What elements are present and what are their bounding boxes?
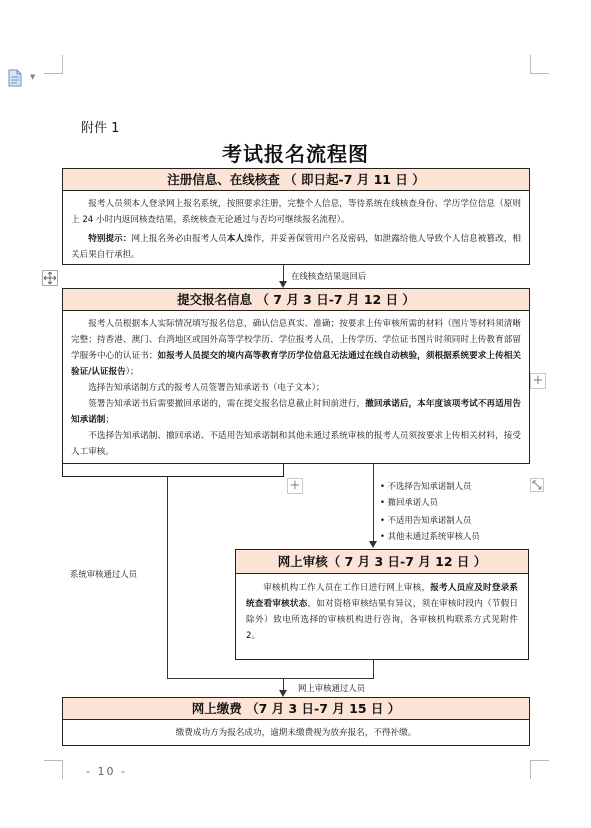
step-submit-promise-text: 选择告知承诺制方式的报考人员签署告知承诺书（电子文本）； — [88, 383, 325, 393]
step-register-box — [62, 168, 530, 265]
connector-label-review-pass: 网上审核通过人员 — [298, 683, 365, 693]
step-submit-manual-text: 不选择告知承诺制、撤回承诺、不适用告知承诺制和其他未通过系统审核的报考人员须按要求上传相关材料，接受人工审核。 — [71, 431, 521, 457]
table-bottom-row — [62, 463, 284, 477]
crop-mark — [530, 760, 549, 779]
move-handle-icon[interactable] — [42, 270, 58, 286]
chevron-down-icon[interactable]: ▼ — [30, 73, 36, 81]
add-column-button[interactable]: + — [530, 373, 546, 389]
step-payment-text: 缴费成功方为报名成功，逾期未缴费视为放弃报名，不得补缴。 — [175, 728, 417, 738]
connector-line — [373, 464, 374, 542]
step-review-text: 审核机构工作人员在工作日进行网上审核，报考人员应及时登录系统查看审核状态，如对资格审核结果有异议，须在审核时段内（节假日除外）致电所选择的审核机构进行咨询，各审核机构联系方式见附件 2。 — [246, 583, 518, 641]
attachment-label: 附件 1 — [81, 121, 120, 136]
step-register-text: 报考人员须本人登录网上报名系统，按照要求注册，完整个人信息，等待系统在线核查身份、学历学位信息（原则上 24 小时内返回核查结果，系统核查无论通过与否均可继续报名流程）。 — [71, 199, 521, 225]
connector-line — [283, 265, 284, 282]
page-number: - 10 - — [86, 765, 127, 778]
connector-line — [167, 477, 168, 679]
step-review-box — [235, 549, 529, 660]
step-register-body — [63, 191, 529, 263]
page-title: 考试报名流程图 — [222, 142, 369, 166]
crop-mark — [530, 55, 549, 74]
resize-handle-icon[interactable] — [530, 478, 544, 492]
arrow-down-icon — [279, 690, 287, 697]
step-submit-header: 提交报名信息 （ 7 月 3 日-7 月 12 日 ） — [63, 289, 529, 311]
step-submit-withdraw-text: 签署告知承诺书后需要撤回承诺的，需在提交报名信息截止时间前进行，撤回承诺后，本年度该项考试不再适用告知承诺制； — [71, 399, 521, 425]
step-review-header: 网上审核（ 7 月 3 日-7 月 12 日 ） — [236, 550, 528, 574]
connector-label-check-result: 在线核查结果返回后 — [291, 271, 367, 281]
step-submit-box — [62, 288, 530, 464]
arrow-down-icon — [279, 281, 287, 288]
step-payment-box — [62, 697, 530, 746]
list-item: • 不选择告知承诺制人员 — [380, 481, 472, 491]
add-row-button[interactable]: + — [287, 478, 303, 494]
connector-line — [373, 660, 374, 679]
step-submit-body — [63, 311, 529, 460]
connector-line — [167, 678, 374, 679]
step-register-header: 注册信息、在线核查 （ 即日起-7 月 11 日 ） — [63, 169, 529, 191]
step-payment-body — [63, 720, 529, 741]
list-item: • 其他未通过系统审核人员 — [380, 531, 480, 541]
step-register-notice: 特别提示：网上报名务必由报考人员本人操作，并妥善保管用户名及密码，如泄露给他人导致个人信息被篡改，相关后果自行承担。 — [71, 234, 521, 260]
arrow-down-icon — [369, 541, 377, 548]
list-item: • 不适用告知承诺制人员 — [380, 515, 472, 525]
crop-mark — [44, 760, 63, 779]
connector-label-system-pass: 系统审核通过人员 — [70, 569, 137, 579]
branch-list — [380, 478, 480, 544]
list-item: • 撤回承诺人员 — [380, 497, 438, 507]
crop-mark — [44, 55, 63, 74]
step-submit-text: 报考人员根据本人实际情况填写报名信息，确认信息真实、准确；按要求上传审核所需的材料（图片等材料须清晰完整；持香港、澳门、台湾地区或国外高等学校学历、学位报考人员，上传学历、学位证书图片时须同时上传教育部留学服务中心的认证书；如报考人员提交的境内高等教育学历学位信息无法通过在线自动核验，须根据系统要求上传相关验证/认证报告）； — [71, 319, 521, 377]
step-review-body — [236, 574, 528, 644]
document-icon[interactable] — [7, 69, 23, 87]
step-payment-header: 网上缴费 （7 月 3 日-7 月 15 日 ） — [63, 698, 529, 720]
